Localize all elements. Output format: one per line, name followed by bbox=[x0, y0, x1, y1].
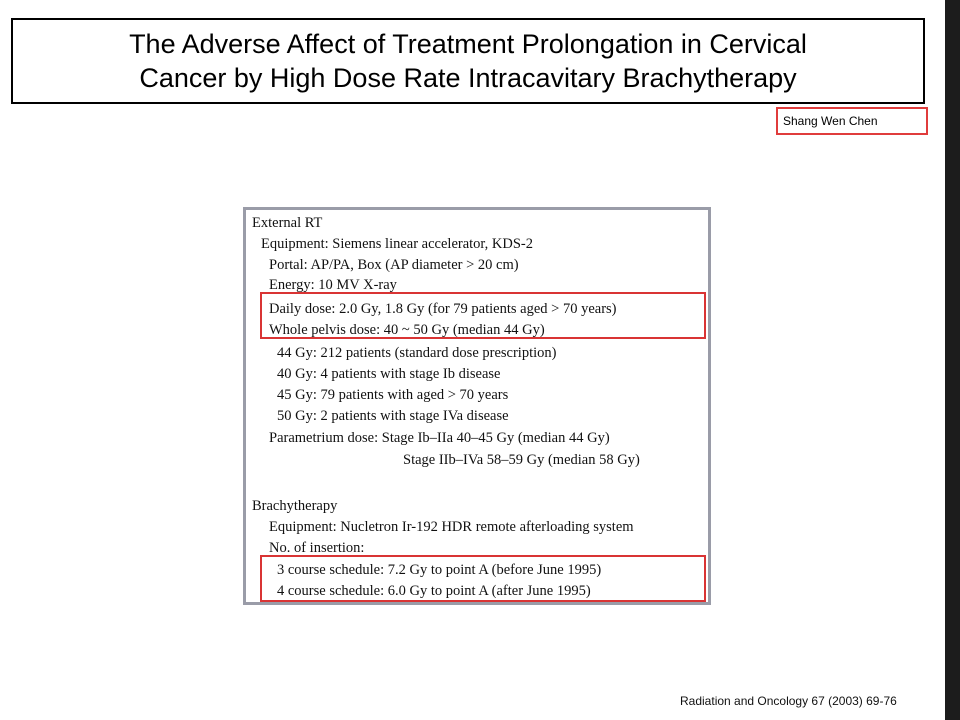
doc-line-energy: Energy: 10 MV X-ray bbox=[269, 277, 397, 293]
title-line-1: The Adverse Affect of Treatment Prolongation in Cervical bbox=[129, 29, 807, 59]
doc-line-equipment-brachy: Equipment: Nucletron Ir-192 HDR remote afterloading system bbox=[269, 519, 634, 535]
section-heading-brachytherapy: Brachytherapy bbox=[252, 498, 338, 514]
section-heading-external-rt: External RT bbox=[252, 215, 323, 231]
doc-line-no-of-insertion: No. of insertion: bbox=[269, 540, 365, 556]
doc-line-3-course: 3 course schedule: 7.2 Gy to point A (before June 1995) bbox=[277, 562, 602, 578]
doc-line-40gy: 40 Gy: 4 patients with stage Ib disease bbox=[277, 366, 501, 382]
doc-line-equipment-external: Equipment: Siemens linear accelerator, KDS-2 bbox=[261, 236, 534, 252]
doc-line-50gy: 50 Gy: 2 patients with stage IVa disease bbox=[277, 408, 509, 424]
right-edge-bar bbox=[945, 0, 960, 720]
document-excerpt bbox=[243, 207, 711, 605]
highlight-box-insertion bbox=[260, 555, 706, 602]
doc-line-whole-pelvis-dose: Whole pelvis dose: 40 ~ 50 Gy (median 44 Gy) bbox=[269, 322, 545, 338]
doc-line-portal: Portal: AP/PA, Box (AP diameter > 20 cm) bbox=[269, 257, 519, 273]
author-name: Shang Wen Chen bbox=[783, 114, 878, 128]
author-box bbox=[776, 107, 928, 135]
slide-title bbox=[129, 27, 807, 95]
citation: Radiation and Oncology 67 (2003) 69-76 bbox=[680, 694, 897, 708]
doc-line-4-course: 4 course schedule: 6.0 Gy to point A (after June 1995) bbox=[277, 583, 591, 599]
doc-line-45gy: 45 Gy: 79 patients with aged > 70 years bbox=[277, 387, 509, 403]
doc-line-44gy: 44 Gy: 212 patients (standard dose prescription) bbox=[277, 345, 557, 361]
doc-line-daily-dose: Daily dose: 2.0 Gy, 1.8 Gy (for 79 patients aged > 70 years) bbox=[269, 301, 617, 317]
title-box bbox=[11, 18, 925, 104]
title-line-2: Cancer by High Dose Rate Intracavitary Brachytherapy bbox=[139, 63, 797, 93]
doc-line-parametrium-dose: Parametrium dose: Stage Ib–IIa 40–45 Gy (median 44 Gy) bbox=[269, 430, 610, 446]
doc-line-parametrium-stage-iib: Stage IIb–IVa 58–59 Gy (median 58 Gy) bbox=[403, 452, 640, 468]
highlight-box-dose bbox=[260, 292, 706, 339]
